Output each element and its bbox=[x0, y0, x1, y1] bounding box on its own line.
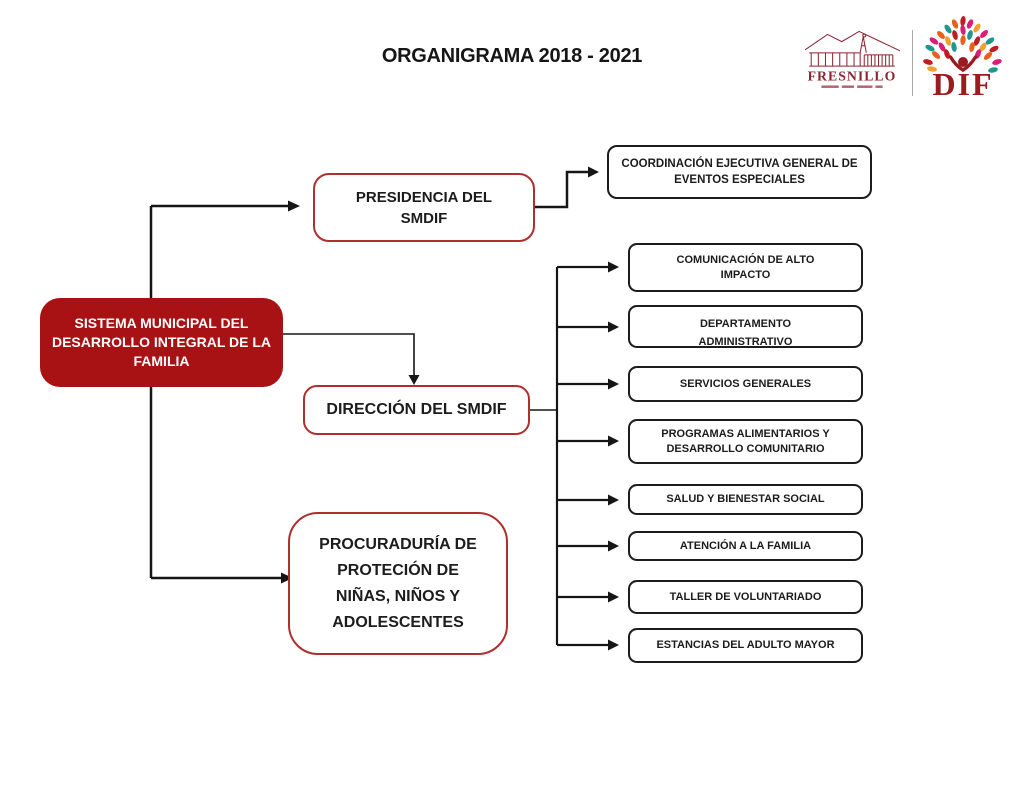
connector-branches-direccion-children bbox=[557, 262, 619, 651]
node-presidencia-label: PRESIDENCIA DEL SMDIF bbox=[355, 188, 493, 227]
node-programas-alimentarios bbox=[628, 419, 863, 464]
node-atencion-familia-label: ATENCIÓN A LA FAMILIA bbox=[679, 539, 812, 552]
node-comunicacion-alto-impacto-label: COMUNICACIÓN DE ALTO IMPACTO bbox=[676, 253, 815, 281]
node-salud-bienestar-label: SALUD Y BIENESTAR SOCIAL bbox=[666, 493, 825, 505]
node-sistema-municipal bbox=[40, 298, 283, 387]
node-sistema-municipal-label: SISTEMA MUNICIPAL DEL DESARROLLO INTEGRAL DE LA FAMILIA bbox=[51, 315, 272, 369]
connector-direccion-to-spine bbox=[530, 267, 557, 645]
fresnillo-wordmark: FRESNILLO bbox=[807, 68, 897, 84]
node-departamento-administrativo-label: DEPARTAMENTO ADMINISTRATIVO bbox=[698, 318, 793, 348]
node-atencion-familia bbox=[628, 531, 863, 561]
node-procuraduria-label: PROCURADURÍA DE PROTECIÓN DE NIÑAS, NIÑOS Y ADOLESCENTES bbox=[319, 535, 477, 631]
connector-to-procuraduria bbox=[151, 573, 293, 584]
node-taller-voluntariado bbox=[628, 580, 863, 614]
connector-to-presidencia bbox=[151, 201, 300, 212]
dif-wordmark: DIF bbox=[932, 66, 994, 102]
node-estancias-adulto-mayor bbox=[628, 628, 863, 663]
page-title: ORGANIGRAMA 2018 - 2021 bbox=[381, 45, 643, 67]
node-servicios-generales-label: SERVICIOS GENERALES bbox=[679, 377, 812, 390]
node-presidencia bbox=[313, 173, 535, 242]
node-servicios-generales bbox=[628, 366, 863, 402]
node-comunicacion-alto-impacto bbox=[628, 243, 863, 292]
connector-root-to-direccion bbox=[283, 334, 420, 385]
node-estancias-adulto-mayor-label: ESTANCIAS DEL ADULTO MAYOR bbox=[656, 639, 835, 651]
node-coordinacion-eventos-label: COORDINACIÓN EJECUTIVA GENERAL DE EVENTOS ESPECIALES bbox=[621, 158, 858, 186]
node-taller-voluntariado-label: TALLER DE VOLUNTARIADO bbox=[669, 590, 822, 603]
node-direccion bbox=[303, 385, 530, 435]
connector-presidencia-to-coordinacion bbox=[535, 167, 599, 208]
node-coordinacion-eventos bbox=[607, 145, 872, 199]
node-salud-bienestar bbox=[628, 484, 863, 515]
node-programas-alimentarios-label: PROGRAMAS ALIMENTARIOS Y DESARROLLO COMUNITARIO bbox=[661, 427, 830, 455]
node-departamento-administrativo bbox=[628, 305, 863, 348]
node-procuraduria bbox=[288, 512, 508, 655]
node-direccion-label: DIRECCIÓN DEL SMDIF bbox=[326, 401, 507, 418]
